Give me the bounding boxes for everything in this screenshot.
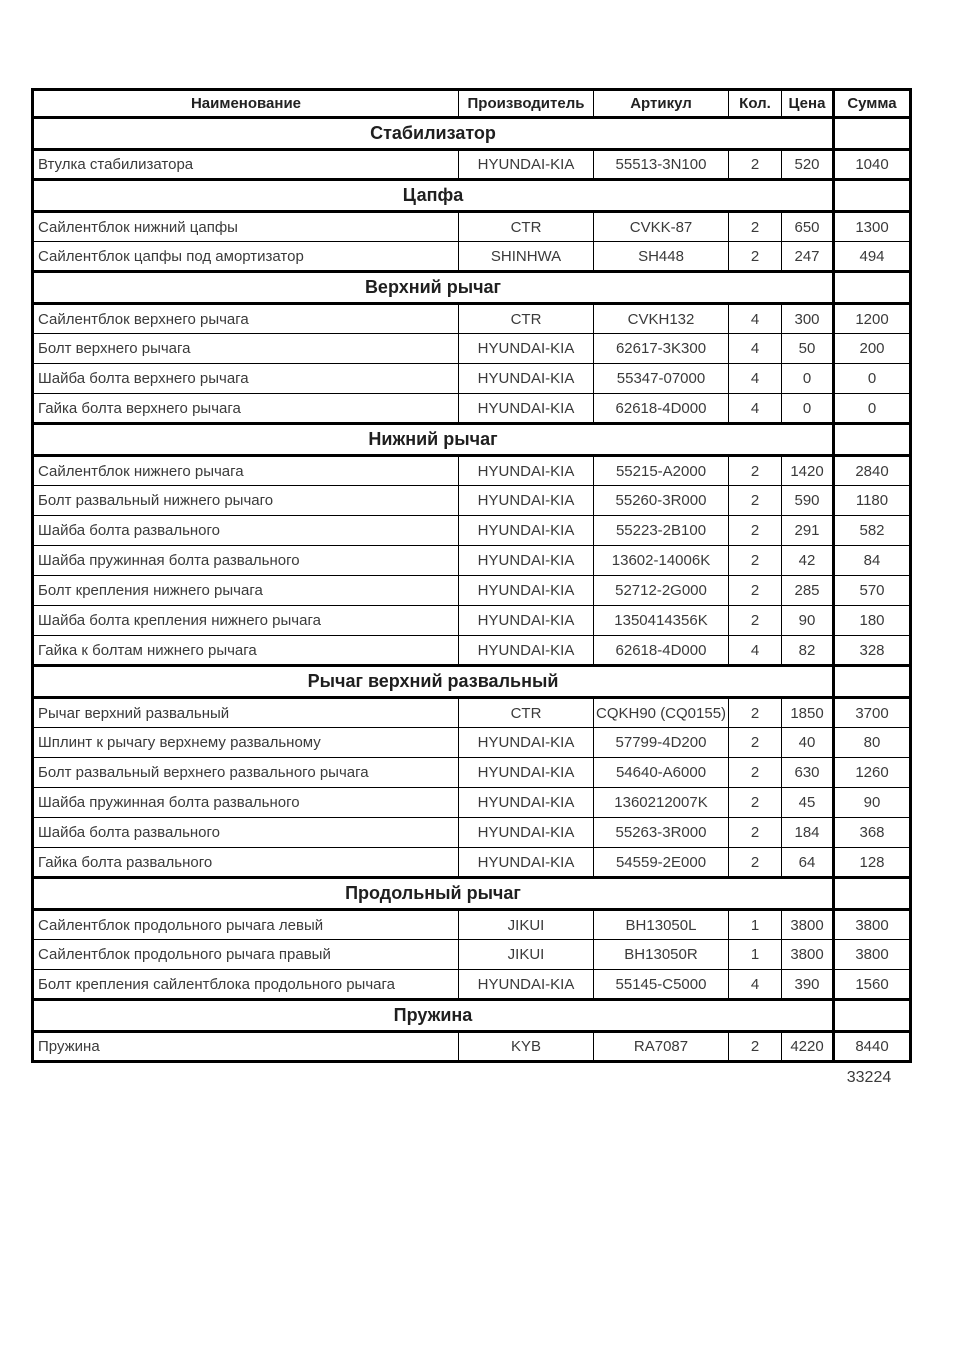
cell-manufacturer: HYUNDAI-KIA [459,516,594,546]
cell-sum: 328 [834,636,911,666]
section-sum-spacer [834,878,911,910]
section-title: Цапфа [33,180,834,212]
cell-sum: 0 [834,364,911,394]
cell-price: 42 [782,546,834,576]
cell-manufacturer: HYUNDAI-KIA [459,576,594,606]
section-title: Рычаг верхний развальный [33,666,834,698]
cell-sum: 570 [834,576,911,606]
section-sum-spacer [834,424,911,456]
cell-sum: 84 [834,546,911,576]
cell-qty: 2 [729,242,782,272]
cell-manufacturer: CTR [459,698,594,728]
cell-manufacturer: HYUNDAI-KIA [459,150,594,180]
cell-price: 590 [782,486,834,516]
cell-manufacturer: HYUNDAI-KIA [459,970,594,1000]
cell-article: 1360212007K [594,788,729,818]
cell-name: Пружина [33,1032,459,1062]
cell-article: 62618-4D000 [594,394,729,424]
cell-qty: 4 [729,636,782,666]
cell-article: 55145-C5000 [594,970,729,1000]
parts-table [31,88,912,1063]
cell-name: Болт крепления сайлентблока продольного рычага [33,970,459,1000]
cell-price: 1850 [782,698,834,728]
cell-article: 55215-A2000 [594,456,729,486]
cell-name: Болт развальный нижнего рычаго [33,486,459,516]
cell-price: 285 [782,576,834,606]
cell-qty: 2 [729,546,782,576]
cell-name: Болт крепления нижнего рычага [33,576,459,606]
cell-name: Втулка стабилизатора [33,150,459,180]
cell-qty: 2 [729,456,782,486]
cell-article: 55513-3N100 [594,150,729,180]
cell-name: Гайка болта верхнего рычага [33,394,459,424]
section-sum-spacer [834,180,911,212]
cell-sum: 90 [834,788,911,818]
cell-price: 1420 [782,456,834,486]
cell-manufacturer: HYUNDAI-KIA [459,486,594,516]
table-row [33,636,911,666]
grand-total-value: 33224 [846,1069,892,1086]
cell-qty: 4 [729,970,782,1000]
cell-qty: 2 [729,606,782,636]
cell-qty: 1 [729,910,782,940]
cell-article: 13602-14006K [594,546,729,576]
section-sum-spacer [834,118,911,150]
table-row [33,848,911,878]
cell-price: 3800 [782,940,834,970]
section-title: Верхний рычаг [33,272,834,304]
section-sum-spacer [834,666,911,698]
table-row [33,940,911,970]
section-title: Продольный рычаг [33,878,834,910]
cell-price: 90 [782,606,834,636]
cell-price: 300 [782,304,834,334]
table-row [33,150,911,180]
column-header-name: Наименование [33,90,459,118]
cell-price: 4220 [782,1032,834,1062]
cell-price: 390 [782,970,834,1000]
section-title: Нижний рычаг [33,424,834,456]
cell-name: Шайба пружинная болта развального [33,788,459,818]
cell-price: 50 [782,334,834,364]
cell-name: Сайлентблок цапфы под амортизатор [33,242,459,272]
cell-name: Шайба болта крепления нижнего рычага [33,606,459,636]
cell-qty: 2 [729,788,782,818]
cell-manufacturer: CTR [459,212,594,242]
cell-sum: 494 [834,242,911,272]
cell-name: Сайлентблок продольного рычага левый [33,910,459,940]
grand-total-row [31,1069,909,1087]
cell-manufacturer: HYUNDAI-KIA [459,606,594,636]
section-header-row [33,424,911,456]
cell-price: 630 [782,758,834,788]
cell-sum: 128 [834,848,911,878]
cell-manufacturer: HYUNDAI-KIA [459,334,594,364]
cell-article: 54640-A6000 [594,758,729,788]
cell-name: Шайба болта развального [33,818,459,848]
cell-article: 1350414356K [594,606,729,636]
cell-manufacturer: HYUNDAI-KIA [459,848,594,878]
cell-qty: 2 [729,728,782,758]
cell-manufacturer: HYUNDAI-KIA [459,456,594,486]
section-header-row [33,272,911,304]
section-header-row [33,878,911,910]
cell-manufacturer: SHINHWA [459,242,594,272]
cell-price: 82 [782,636,834,666]
cell-sum: 368 [834,818,911,848]
table-row [33,456,911,486]
cell-manufacturer: HYUNDAI-KIA [459,394,594,424]
cell-qty: 4 [729,364,782,394]
column-header-qty: Кол. [729,90,782,118]
cell-article: 57799-4D200 [594,728,729,758]
cell-article: 55223-2B100 [594,516,729,546]
cell-price: 650 [782,212,834,242]
table-row [33,364,911,394]
parts-document [31,88,909,1087]
cell-article: CVKK-87 [594,212,729,242]
cell-qty: 2 [729,818,782,848]
table-row [33,818,911,848]
cell-sum: 1040 [834,150,911,180]
cell-price: 247 [782,242,834,272]
cell-name: Рычаг верхний развальный [33,698,459,728]
cell-price: 40 [782,728,834,758]
cell-sum: 2840 [834,456,911,486]
table-row [33,576,911,606]
table-row [33,486,911,516]
table-row [33,212,911,242]
cell-qty: 4 [729,394,782,424]
cell-manufacturer: HYUNDAI-KIA [459,788,594,818]
cell-qty: 2 [729,212,782,242]
cell-name: Сайлентблок продольного рычага правый [33,940,459,970]
cell-article: 55260-3R000 [594,486,729,516]
cell-price: 45 [782,788,834,818]
cell-sum: 582 [834,516,911,546]
cell-manufacturer: KYB [459,1032,594,1062]
cell-sum: 1300 [834,212,911,242]
table-row [33,758,911,788]
cell-qty: 2 [729,576,782,606]
cell-manufacturer: JIKUI [459,910,594,940]
cell-article: RA7087 [594,1032,729,1062]
table-row [33,970,911,1000]
cell-manufacturer: HYUNDAI-KIA [459,364,594,394]
section-header-row [33,666,911,698]
cell-name: Гайка болта развального [33,848,459,878]
cell-sum: 180 [834,606,911,636]
cell-manufacturer: HYUNDAI-KIA [459,818,594,848]
cell-article: 55263-3R000 [594,818,729,848]
cell-sum: 1200 [834,304,911,334]
cell-name: Шайба болта развального [33,516,459,546]
table-row [33,304,911,334]
section-header-row [33,1000,911,1032]
cell-article: CQKH90 (CQ0155) [594,698,729,728]
cell-qty: 4 [729,334,782,364]
cell-article: BH13050R [594,940,729,970]
cell-name: Болт развальный верхнего развального рычага [33,758,459,788]
cell-article: 55347-07000 [594,364,729,394]
cell-article: 62617-3K300 [594,334,729,364]
cell-sum: 3800 [834,910,911,940]
column-header-sum: Сумма [834,90,911,118]
cell-manufacturer: HYUNDAI-KIA [459,636,594,666]
cell-qty: 2 [729,486,782,516]
cell-name: Сайлентблок нижний цапфы [33,212,459,242]
cell-article: 52712-2G000 [594,576,729,606]
cell-qty: 2 [729,698,782,728]
table-header-row [33,90,911,118]
table-row [33,788,911,818]
cell-article: CVKH132 [594,304,729,334]
cell-sum: 200 [834,334,911,364]
cell-manufacturer: HYUNDAI-KIA [459,728,594,758]
cell-sum: 3800 [834,940,911,970]
cell-sum: 3700 [834,698,911,728]
cell-article: 54559-2E000 [594,848,729,878]
cell-manufacturer: HYUNDAI-KIA [459,546,594,576]
cell-qty: 1 [729,940,782,970]
cell-price: 520 [782,150,834,180]
table-row [33,910,911,940]
column-header-price: Цена [782,90,834,118]
cell-qty: 2 [729,1032,782,1062]
cell-price: 184 [782,818,834,848]
table-row [33,516,911,546]
cell-price: 0 [782,364,834,394]
table-row [33,394,911,424]
cell-sum: 0 [834,394,911,424]
table-row [33,698,911,728]
cell-name: Шайба болта верхнего рычага [33,364,459,394]
section-header-row [33,180,911,212]
table-row [33,1032,911,1062]
cell-article: 62618-4D000 [594,636,729,666]
section-header-row [33,118,911,150]
cell-qty: 2 [729,758,782,788]
column-header-article: Артикул [594,90,729,118]
cell-name: Сайлентблок верхнего рычага [33,304,459,334]
cell-price: 291 [782,516,834,546]
cell-sum: 1180 [834,486,911,516]
table-row [33,728,911,758]
cell-qty: 4 [729,304,782,334]
cell-sum: 80 [834,728,911,758]
column-header-manufacturer: Производитель [459,90,594,118]
section-sum-spacer [834,1000,911,1032]
cell-name: Гайка к болтам нижнего рычага [33,636,459,666]
cell-sum: 1260 [834,758,911,788]
table-row [33,242,911,272]
cell-name: Шплинт к рычагу верхнему развальному [33,728,459,758]
cell-name: Шайба пружинная болта развального [33,546,459,576]
cell-qty: 2 [729,150,782,180]
cell-price: 0 [782,394,834,424]
table-row [33,334,911,364]
cell-price: 64 [782,848,834,878]
cell-qty: 2 [729,848,782,878]
section-sum-spacer [834,272,911,304]
section-title: Стабилизатор [33,118,834,150]
cell-name: Болт верхнего рычага [33,334,459,364]
cell-article: SH448 [594,242,729,272]
cell-article: BH13050L [594,910,729,940]
section-title: Пружина [33,1000,834,1032]
cell-name: Сайлентблок нижнего рычага [33,456,459,486]
cell-manufacturer: JIKUI [459,940,594,970]
cell-manufacturer: HYUNDAI-KIA [459,758,594,788]
table-row [33,606,911,636]
cell-sum: 1560 [834,970,911,1000]
cell-manufacturer: CTR [459,304,594,334]
cell-price: 3800 [782,910,834,940]
cell-sum: 8440 [834,1032,911,1062]
table-row [33,546,911,576]
cell-qty: 2 [729,516,782,546]
